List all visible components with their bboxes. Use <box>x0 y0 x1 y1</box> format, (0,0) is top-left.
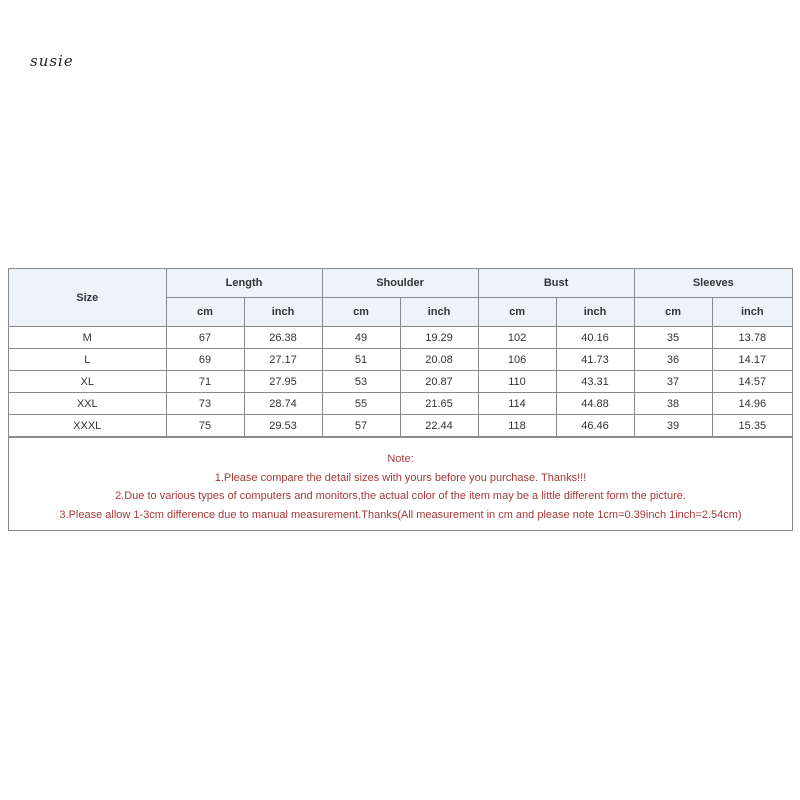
note-line-3: 3.Please allow 1-3cm difference due to manual measurement.Thanks(All measurement in cm and please note 1cm=0.39inch 1inch=2.54cm) <box>59 508 742 521</box>
note-line-1: 1.Please compare the detail sizes with yours before you purchase. Thanks!!! <box>214 471 587 484</box>
bust-header: Bust <box>478 269 634 298</box>
measurement-cell: 14.96 <box>712 393 792 415</box>
size-label-cell: L <box>9 349 166 371</box>
measurement-cell: 13.78 <box>712 327 792 349</box>
measurement-cell: 20.08 <box>400 349 478 371</box>
measurement-cell: 106 <box>478 349 556 371</box>
length-header: Length <box>166 269 322 298</box>
size-label-cell: XL <box>9 371 166 393</box>
measurement-cell: 20.87 <box>400 371 478 393</box>
note-line-2: 2.Due to various types of computers and monitors,the actual color of the item may be a little different form the picture. <box>115 490 686 502</box>
measurement-cell: 46.46 <box>556 415 634 437</box>
size-label-cell: M <box>9 327 166 349</box>
measurement-cell: 41.73 <box>556 349 634 371</box>
measurement-cell: 27.95 <box>244 371 322 393</box>
measurement-cell: 67 <box>166 327 244 349</box>
measurement-cell: 35 <box>634 327 712 349</box>
measurement-cell: 114 <box>478 393 556 415</box>
measurement-cell: 51 <box>322 349 400 371</box>
notes-section <box>9 437 792 530</box>
shoulder-header: Shoulder <box>322 269 478 298</box>
measurement-cell: 37 <box>634 371 712 393</box>
measurement-cell: 49 <box>322 327 400 349</box>
measurement-cell: 69 <box>166 349 244 371</box>
measurement-cell: 14.57 <box>712 371 792 393</box>
measurement-cell: 57 <box>322 415 400 437</box>
unit-header: inch <box>244 298 322 327</box>
measurement-cell: 28.74 <box>244 393 322 415</box>
measurement-cell: 43.31 <box>556 371 634 393</box>
measurement-cell: 73 <box>166 393 244 415</box>
unit-header: cm <box>166 298 244 327</box>
measurement-cell: 38 <box>634 393 712 415</box>
unit-header: inch <box>556 298 634 327</box>
measurement-cell: 15.35 <box>712 415 792 437</box>
measurement-cell: 118 <box>478 415 556 437</box>
size-chart <box>8 268 793 531</box>
unit-header: cm <box>634 298 712 327</box>
table-row <box>9 371 792 393</box>
table-row <box>9 393 792 415</box>
measurement-cell: 27.17 <box>244 349 322 371</box>
measurement-cell: 40.16 <box>556 327 634 349</box>
measurement-cell: 53 <box>322 371 400 393</box>
measurement-cell: 44.88 <box>556 393 634 415</box>
measurement-cell: 110 <box>478 371 556 393</box>
table-row <box>9 415 792 437</box>
table-row <box>9 349 792 371</box>
size-label-cell: XXXL <box>9 415 166 437</box>
measurement-cell: 71 <box>166 371 244 393</box>
measurement-cell: 19.29 <box>400 327 478 349</box>
size-table <box>9 269 792 437</box>
measurement-cell: 39 <box>634 415 712 437</box>
unit-header: cm <box>478 298 556 327</box>
measurement-cell: 36 <box>634 349 712 371</box>
measurement-cell: 21.65 <box>400 393 478 415</box>
sleeves-header: Sleeves <box>634 269 792 298</box>
table-row <box>9 327 792 349</box>
size-rows <box>9 327 792 437</box>
unit-header: inch <box>712 298 792 327</box>
unit-header: inch <box>400 298 478 327</box>
measurement-cell: 26.38 <box>244 327 322 349</box>
note-title: Note: <box>387 453 414 465</box>
measurement-cell: 55 <box>322 393 400 415</box>
unit-header: cm <box>322 298 400 327</box>
measurement-cell: 29.53 <box>244 415 322 437</box>
size-header: Size <box>9 269 166 327</box>
measurement-cell: 102 <box>478 327 556 349</box>
measurement-cell: 14.17 <box>712 349 792 371</box>
measurement-cell: 22.44 <box>400 415 478 437</box>
measurement-cell: 75 <box>166 415 244 437</box>
watermark-text: susie <box>30 52 74 70</box>
size-label-cell: XXL <box>9 393 166 415</box>
